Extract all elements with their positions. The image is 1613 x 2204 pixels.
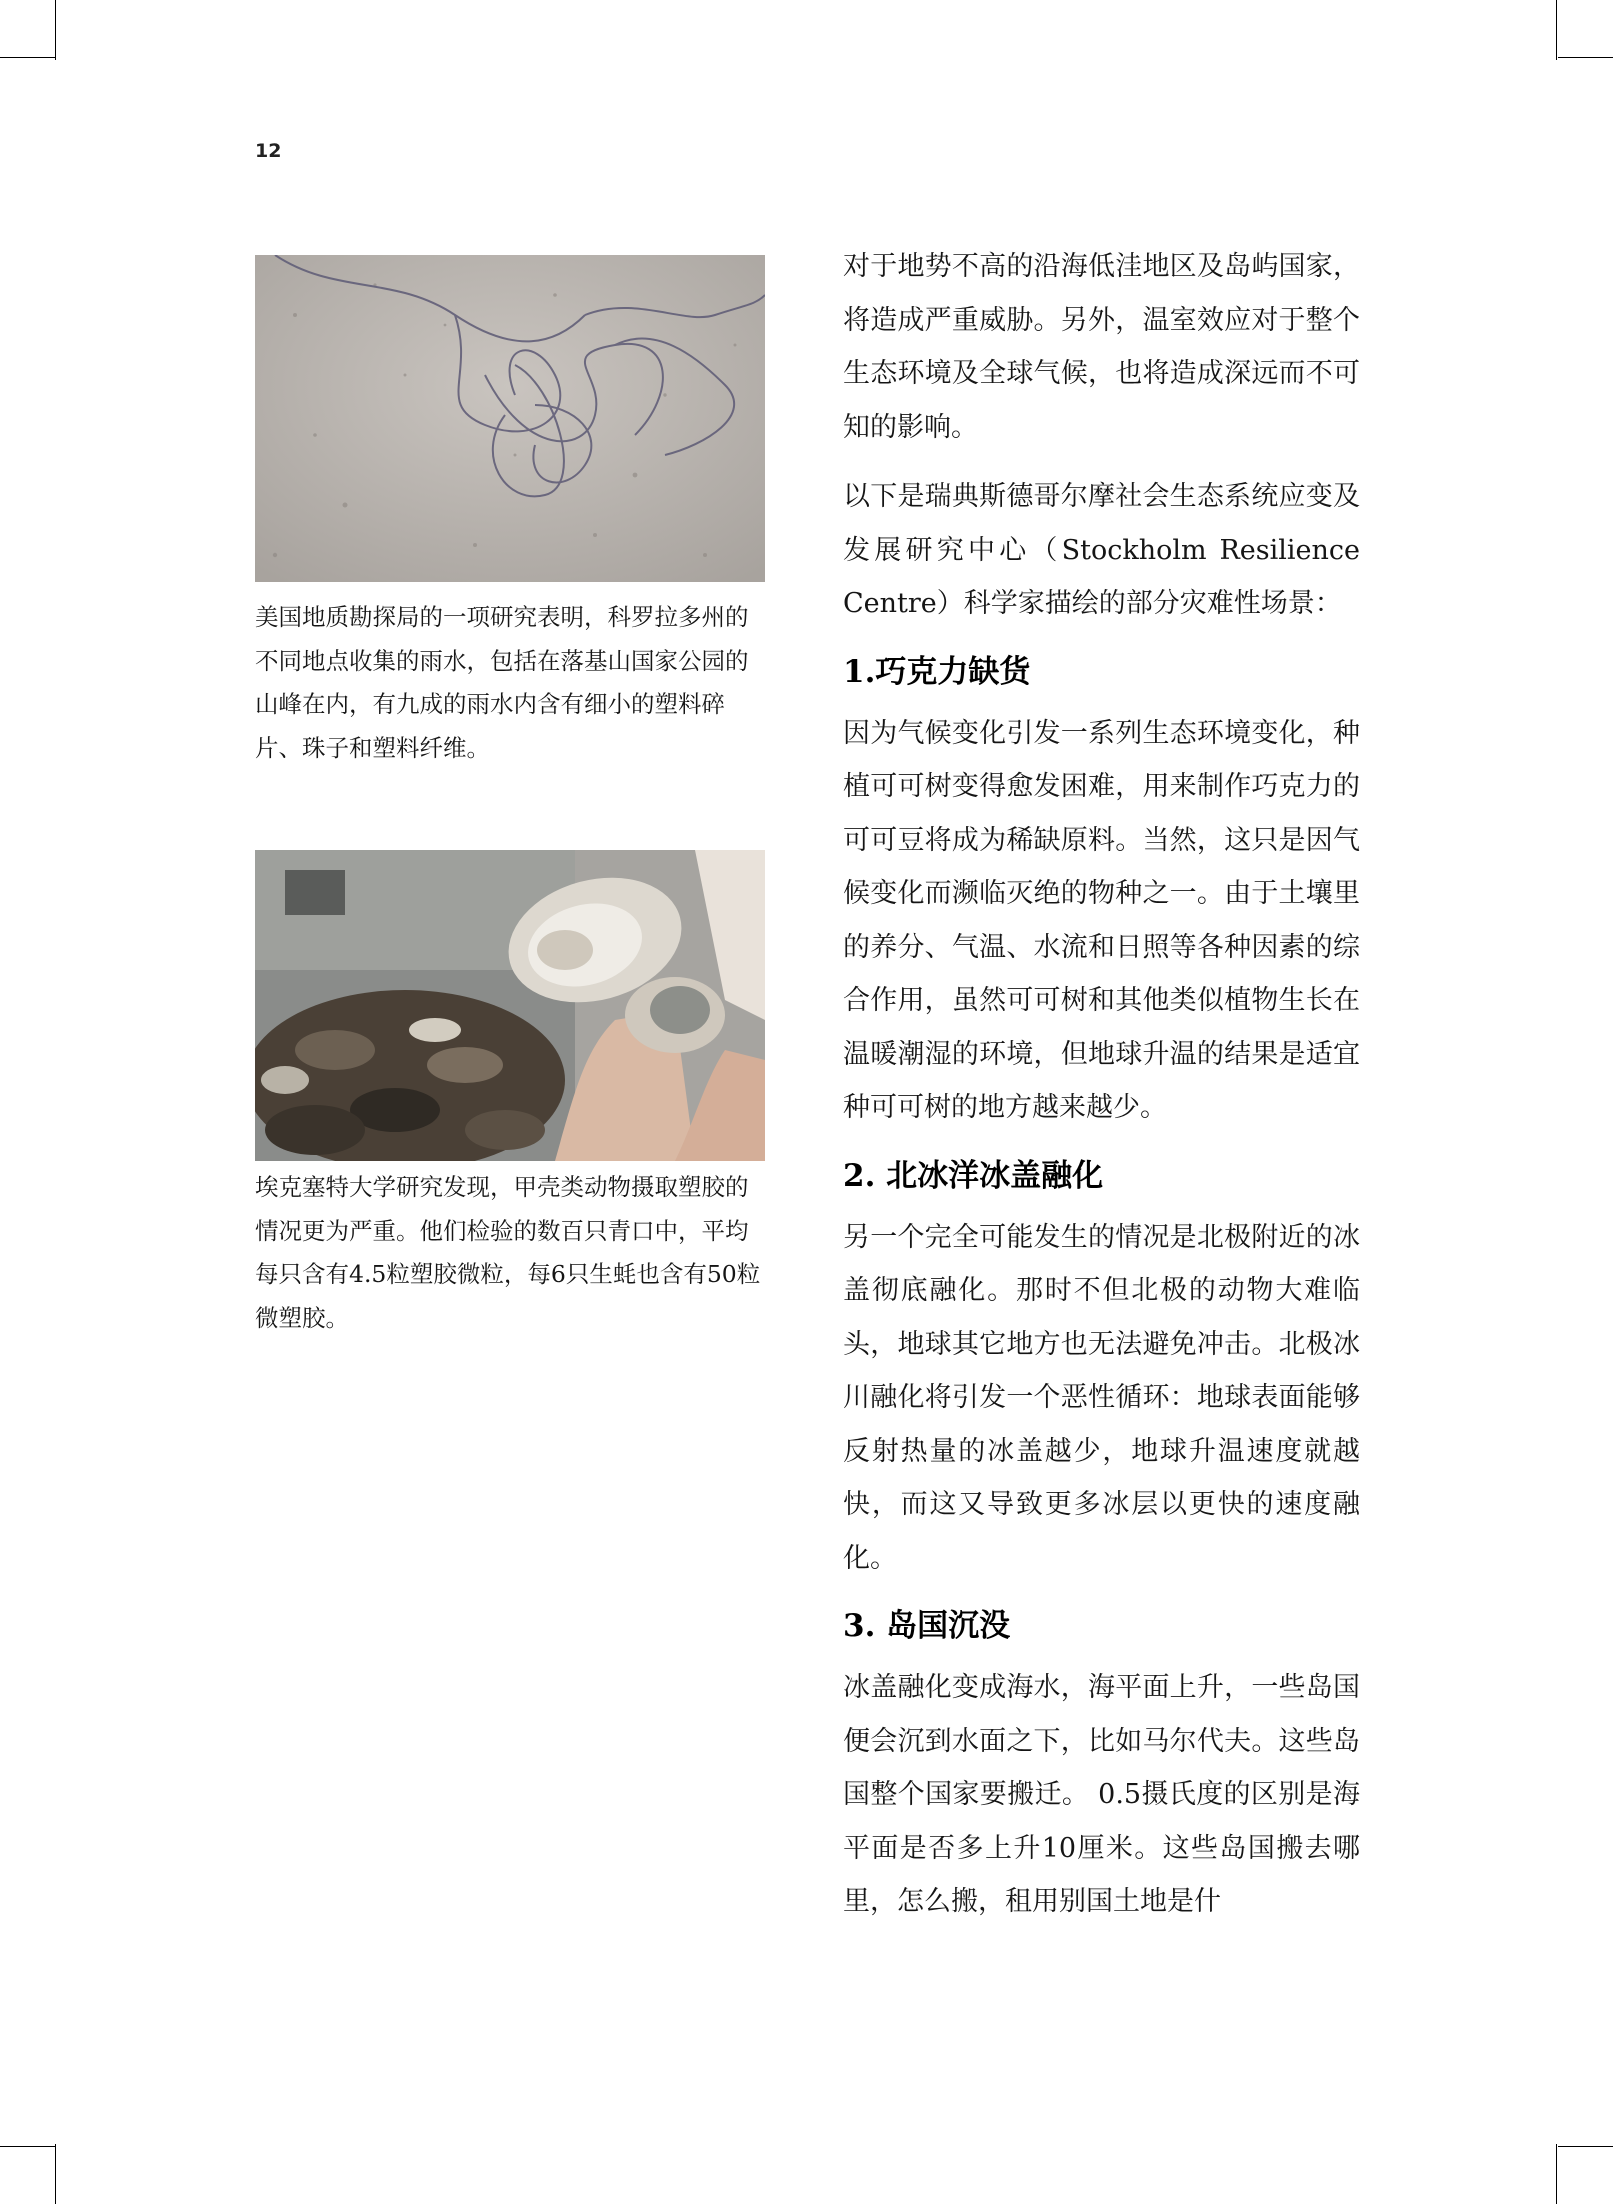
crop-mark-bottom-right-v [1556, 2144, 1557, 2204]
plastic-fibers-photo [255, 255, 765, 582]
figure-1-caption: 美国地质勘探局的一项研究表明，科罗拉多州的不同地点收集的雨水，包括在落基山国家公园的山峰在内，有九成的雨水内含有细小的塑料碎片、珠子和塑料纤维。 [255, 603, 749, 762]
crop-mark-top-left-v [55, 0, 56, 60]
intro-paragraph: 对于地势不高的沿海低洼地区及岛屿国家，将造成严重威胁。另外，温室效应对于整个生态环境及全球气候，也将造成深远而不可知的影响。 [843, 251, 1360, 443]
intro-paragraph: 以下是瑞典斯德哥尔摩社会生态系统应变及发展研究中心（Stockholm Resilience Centre）科学家描绘的部分灾难性场景： [843, 481, 1360, 619]
figure-2-caption: 埃克塞特大学研究发现，甲壳类动物摄取塑胶的情况更为严重。他们检验的数百只青口中，平均每只含有4.5粒塑胶微粒，每6只生蚝也含有50粒微塑胶。 [255, 1173, 761, 1332]
section-heading: 3. 岛国沉没 [843, 1608, 1011, 1644]
crop-mark-top-right-v [1556, 0, 1557, 60]
main-text-column [843, 240, 1360, 1945]
crop-mark-bottom-right-h [1558, 2146, 1613, 2147]
section-heading: 1.巧克力缺货 [843, 653, 1031, 690]
oysters-photo [255, 850, 765, 1161]
section-heading: 2. 北冰洋冰盖融化 [843, 1157, 1104, 1194]
crop-mark-bottom-left-h [0, 2146, 55, 2147]
section-body: 因为气候变化引发一系列生态环境变化，种植可可树变得愈发困难，用来制作巧克力的可可豆将成为稀缺原料。当然，这只是因气候变化而濒临灭绝的物种之一。由于土壤里的养分、气温、水流和日照等各种因素的综合作用，虽然可可树和其他类似植物生长在温暖潮湿的环境，但地球升温的结果是适宜种可可树的地方越来越少。 [843, 717, 1360, 1123]
page-number: 12 [255, 140, 282, 162]
section-body: 冰盖融化变成海水，海平面上升，一些岛国便会沉到水面之下，比如马尔代夫。这些岛国整个国家要搬迁。 0.5摄氏度的区别是海平面是否多上升10厘米。这些岛国搬去哪里，怎么搬，租用别国土地是什 [843, 1672, 1360, 1917]
crop-mark-top-left-h [0, 57, 55, 58]
crop-mark-bottom-left-v [55, 2144, 56, 2204]
section-body: 另一个完全可能发生的情况是北极附近的冰盖彻底融化。那时不但北极的动物大难临头，地球其它地方也无法避免冲击。北极冰川融化将引发一个恶性循环：地球表面能够反射热量的冰盖越少，地球升温速度就越快，而这又导致更多冰层以更快的速度融化。 [843, 1221, 1360, 1574]
crop-mark-top-right-h [1558, 57, 1613, 58]
